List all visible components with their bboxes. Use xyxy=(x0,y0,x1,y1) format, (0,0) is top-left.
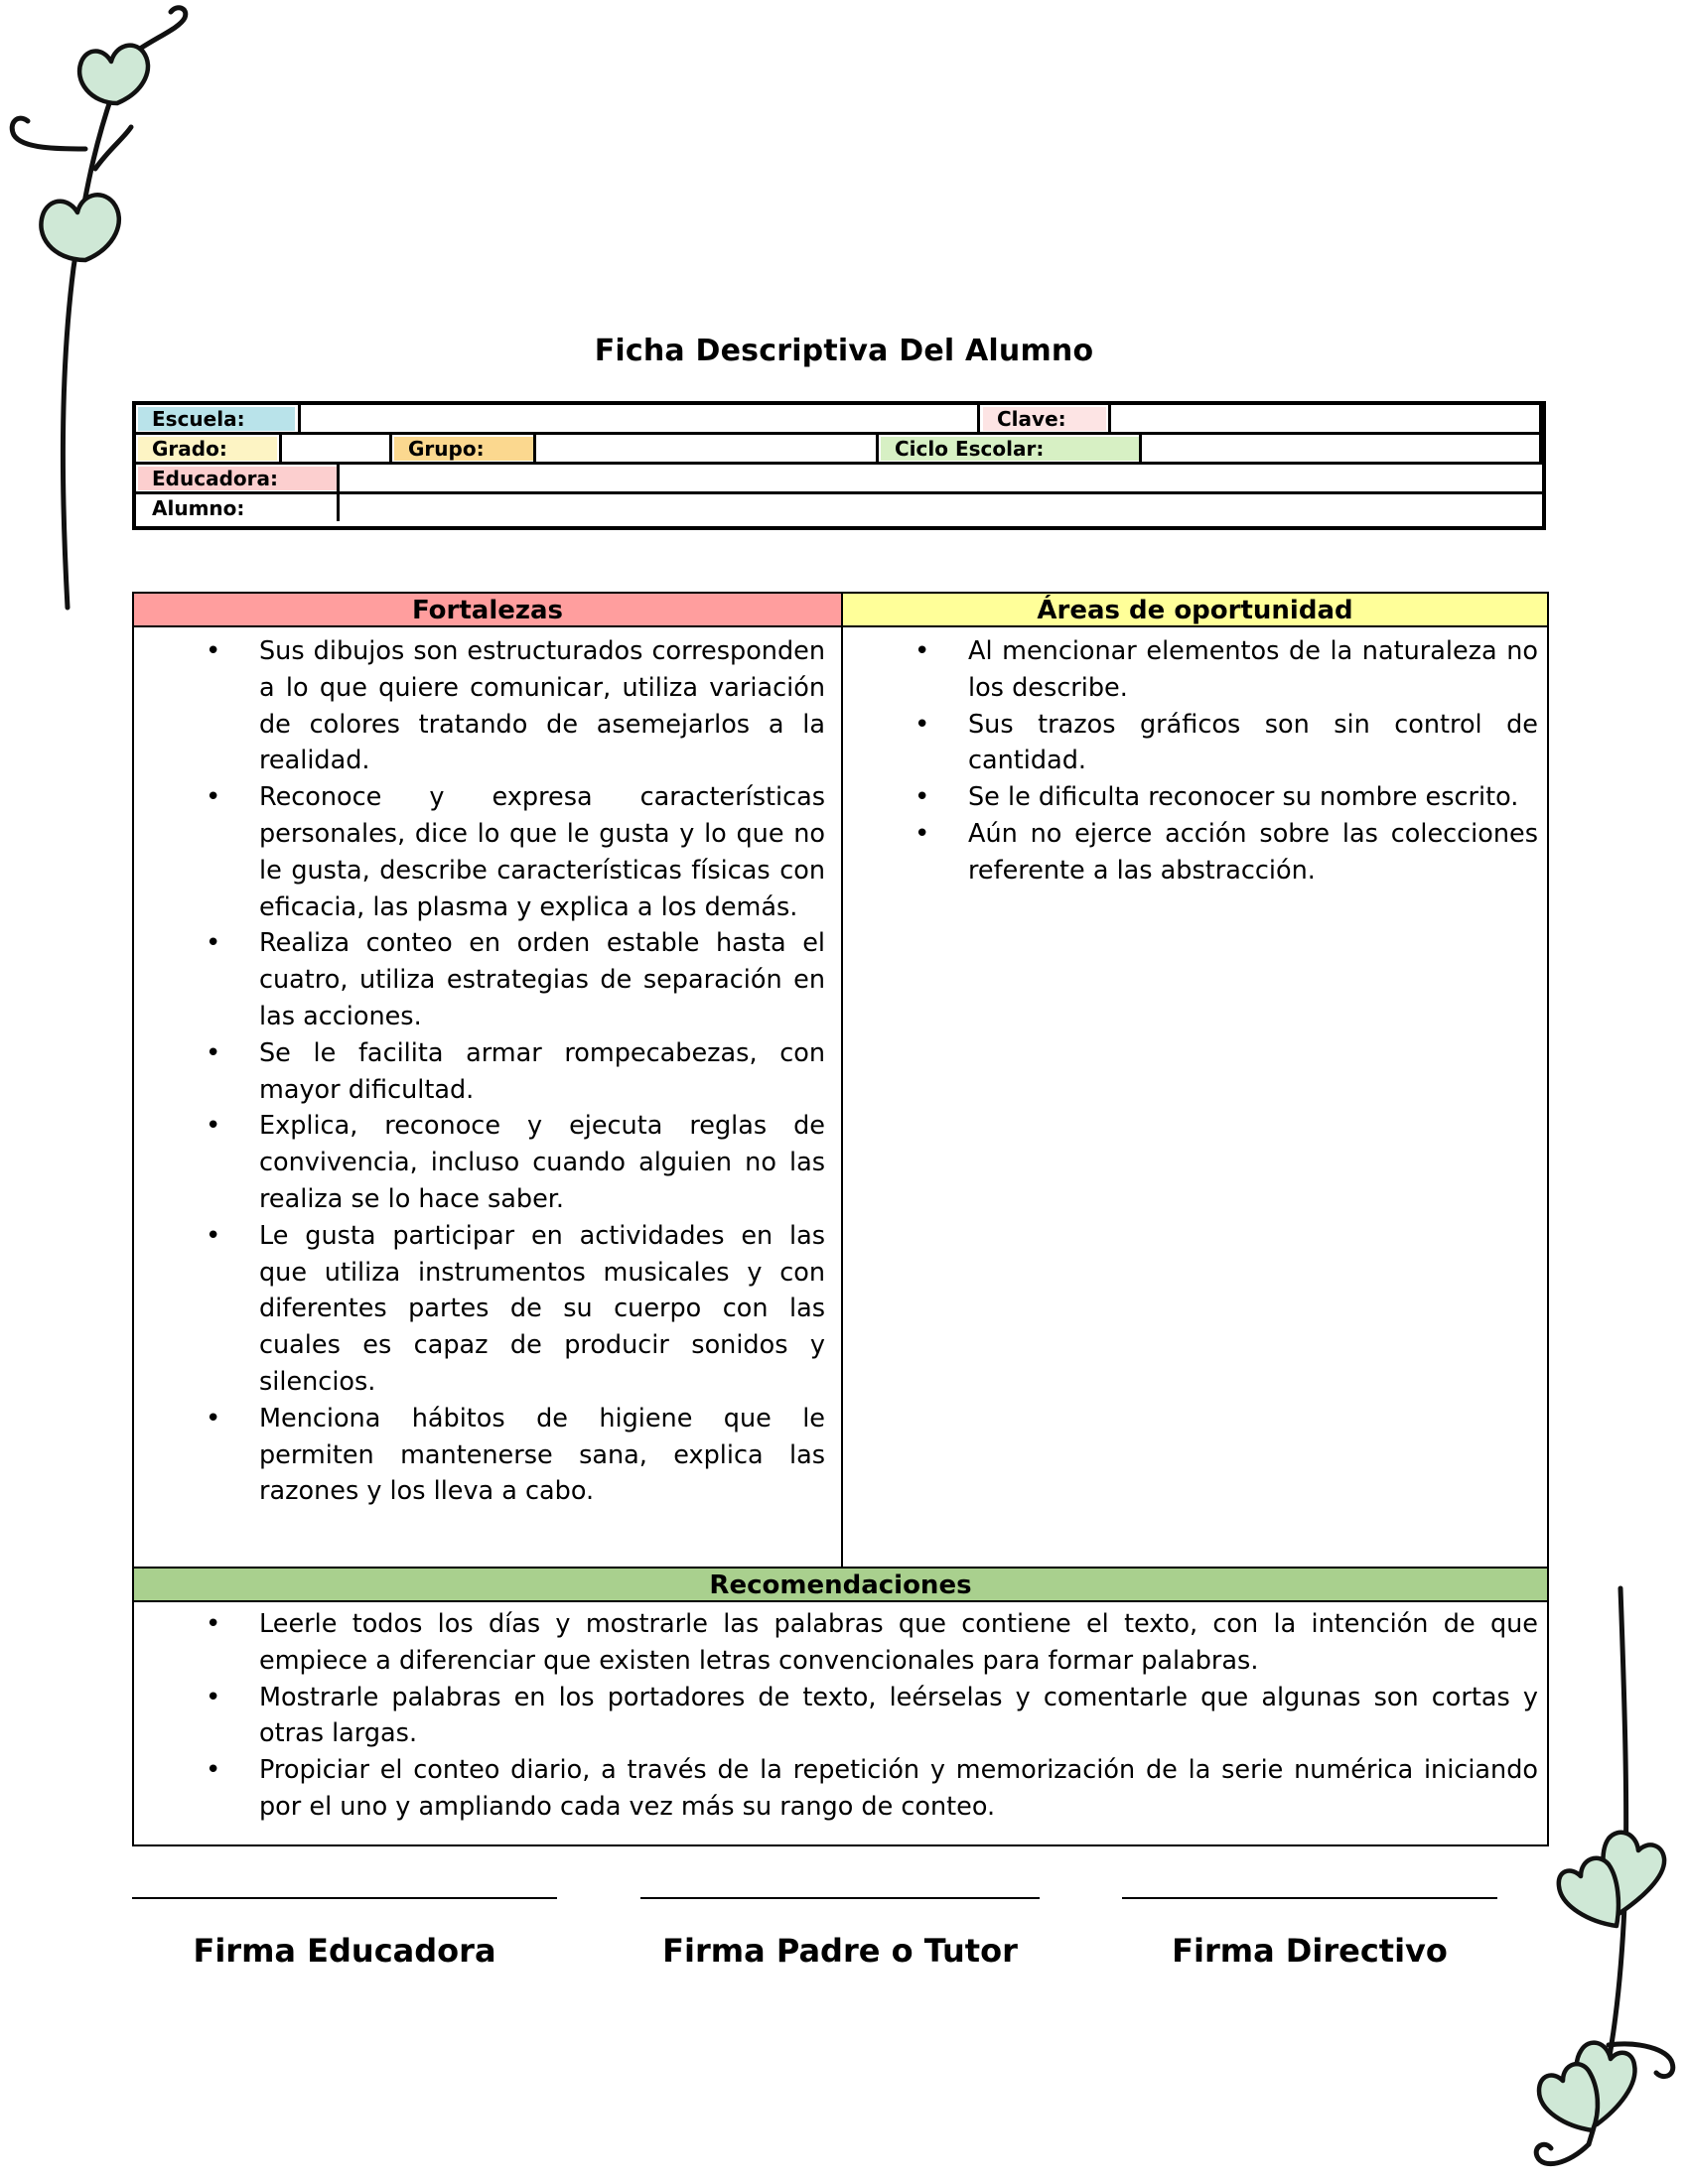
educadora-field[interactable] xyxy=(337,465,1542,491)
list-item: • Propiciar el conteo diario, a través de la repetición y memorización de la serie numérica iniciando por el uno y ampliando cada vez más su rango de conteo. xyxy=(144,1752,1538,1826)
list-item: • Reconoce y expresa características personales, dice lo que le gusta y lo que no le gusta, describe características físicas con eficacia, las plasma y explica a los demás. xyxy=(144,779,825,925)
list-item: • Mostrarle palabras en los portadores de texto, leérselas y comentarle que algunas son cortas y otras largas. xyxy=(144,1680,1538,1753)
alumno-field[interactable] xyxy=(337,494,1542,521)
list-item: • Sus trazos gráficos son sin control de cantidad. xyxy=(853,707,1538,780)
leaf-icon xyxy=(79,46,148,103)
signature-label-directivo: Firma Directivo xyxy=(1172,1932,1448,1970)
educadora-label: Educadora: xyxy=(138,467,337,490)
signature-line-educadora xyxy=(132,1897,557,1899)
grado-field[interactable] xyxy=(279,435,392,462)
list-item: • Menciona hábitos de higiene que le permiten mantenerse sana, explica las razones y los lleva a cabo. xyxy=(144,1401,825,1510)
student-info-table xyxy=(132,401,1546,530)
list-item: • Al mencionar elementos de la naturaleza no los describe. xyxy=(853,633,1538,707)
signature-line-directivo xyxy=(1122,1897,1497,1899)
document-title: Ficha Descriptiva Del Alumno xyxy=(594,334,1094,368)
info-row-educadora xyxy=(136,465,1542,494)
recomendaciones-list xyxy=(144,1606,1538,1826)
info-row-escuela xyxy=(136,405,1542,435)
list-item: • Sus dibujos son estructurados corresponden a lo que quiere comunicar, utiliza variación de colores tratando de asemejarlos a la realidad. xyxy=(144,633,825,779)
list-item: • Explica, reconoce y ejecuta reglas de convivencia, incluso cuando alguien no las realiza se lo hace saber. xyxy=(144,1108,825,1217)
recomendaciones-header: Recomendaciones xyxy=(134,1569,1547,1602)
signature-label-educadora: Firma Educadora xyxy=(193,1932,496,1970)
column-divider xyxy=(841,594,843,1567)
escuela-label: Escuela: xyxy=(138,407,295,431)
signature-label-tutor: Firma Padre o Tutor xyxy=(662,1932,1018,1970)
grupo-field[interactable] xyxy=(533,435,879,462)
leaf-icon xyxy=(1559,1858,1618,1926)
vine-decoration-icon xyxy=(0,0,218,635)
list-item: • Le gusta participar en actividades en las que utiliza instrumentos musicales y con diferentes partes de su cuerpo con las cuales es capaz de producir sonidos y silencios. xyxy=(144,1218,825,1401)
info-row-grado xyxy=(136,435,1542,465)
fortalezas-header: Fortalezas xyxy=(134,594,841,627)
list-item: • Leerle todos los días y mostrarle las palabras que contiene el texto, con la intención de que empiece a diferenciar que existen letras convencionales para formar palabras. xyxy=(144,1606,1538,1680)
ciclo-escolar-field[interactable] xyxy=(1139,435,1542,462)
ciclo-escolar-label: Ciclo Escolar: xyxy=(881,437,1139,461)
escuela-field[interactable] xyxy=(298,405,980,432)
list-item: • Se le dificulta reconocer su nombre escrito. xyxy=(853,779,1538,816)
list-item: • Se le facilita armar rompecabezas, con mayor dificultad. xyxy=(144,1035,825,1109)
signature-line-tutor xyxy=(640,1897,1040,1899)
leaf-icon xyxy=(1539,2064,1598,2130)
list-item: • Realiza conteo en orden estable hasta el cuatro, utiliza estrategias de separación en las acciones. xyxy=(144,925,825,1034)
areas-header: Áreas de oportunidad xyxy=(843,594,1547,627)
alumno-label: Alumno: xyxy=(152,496,245,520)
areas-list xyxy=(853,633,1538,889)
grupo-label: Grupo: xyxy=(394,437,533,461)
fortalezas-list xyxy=(144,633,825,1510)
descriptive-table xyxy=(132,592,1549,1846)
clave-label: Clave: xyxy=(983,407,1106,431)
clave-field[interactable] xyxy=(1108,405,1542,432)
info-row-alumno xyxy=(136,494,1542,524)
leaf-icon xyxy=(41,195,118,260)
grado-label: Grado: xyxy=(138,437,277,461)
list-item: • Aún no ejerce acción sobre las colecciones referente a las abstracción. xyxy=(853,816,1538,889)
